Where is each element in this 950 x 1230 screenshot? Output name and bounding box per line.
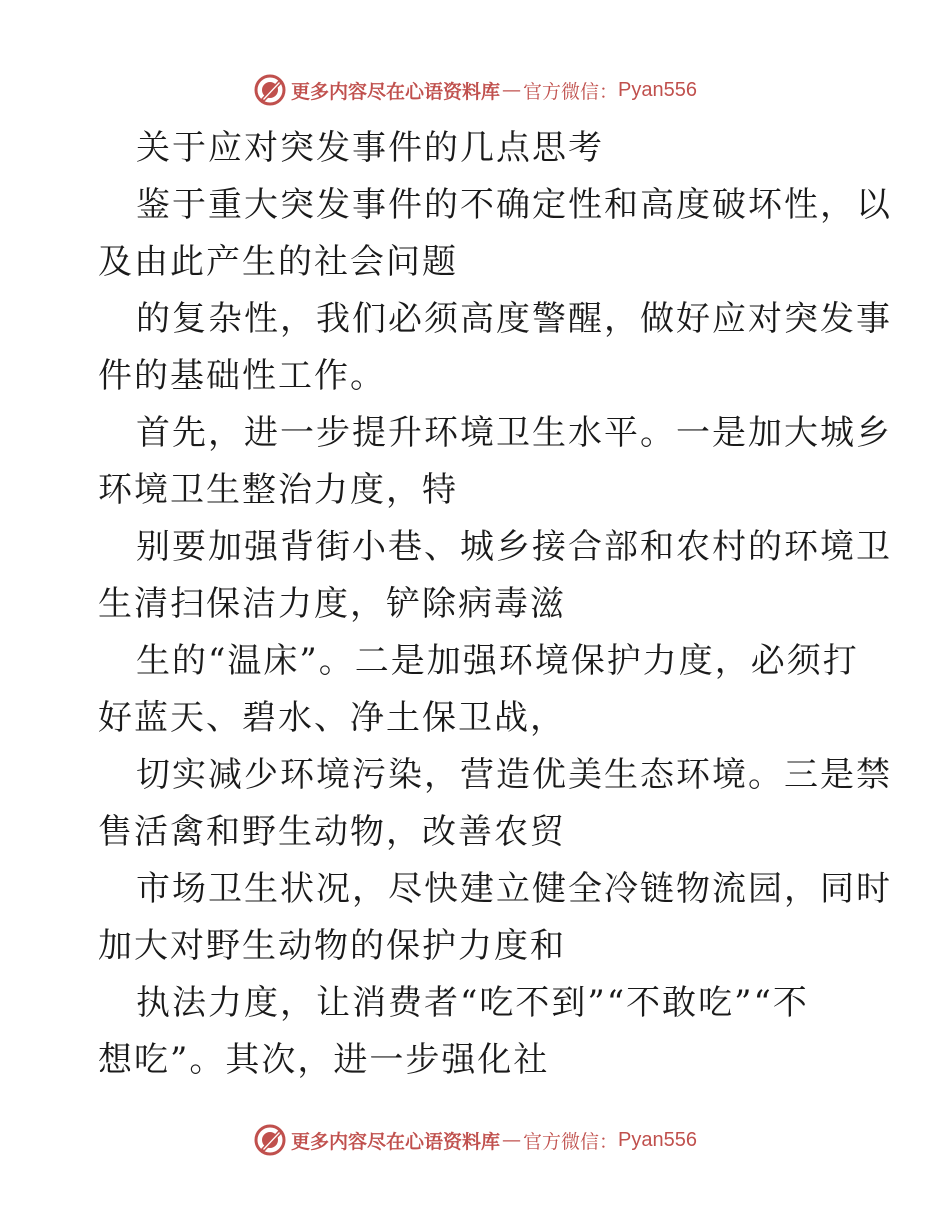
document-body — [98, 120, 892, 1089]
quill-logo-icon — [253, 73, 287, 107]
header-watermark-banner — [0, 70, 950, 110]
doc-line: 环境卫生整治力度，特 — [98, 470, 458, 510]
quill-logo-icon — [253, 1123, 287, 1157]
banner-main-text: 更多内容尽在心语资料库 — [291, 80, 501, 103]
doc-line: 别要加强背街小巷、城乡接合部和农村的环境卫 — [136, 527, 892, 567]
doc-line: 生的“温床”。二是加强环境保护力度，必须打 — [136, 641, 859, 681]
doc-line: 想吃”。其次，进一步强化社 — [98, 1040, 550, 1080]
doc-line: 件的基础性工作。 — [98, 356, 386, 396]
doc-line: 及由此产生的社会问题 — [98, 242, 458, 282]
banner-handle: Pyan556 — [618, 1128, 697, 1151]
doc-line: 市场卫生状况，尽快建立健全冷链物流园，同时 — [136, 869, 892, 909]
doc-line: 鉴于重大突发事件的不确定性和高度破坏性，以 — [136, 185, 892, 225]
doc-line: 切实减少环境污染，营造优美生态环境。三是禁 — [136, 755, 892, 795]
banner-dash: — — [502, 79, 522, 101]
doc-line: 关于应对突发事件的几点思考 — [136, 128, 604, 168]
doc-line: 加大对野生动物的保护力度和 — [98, 926, 566, 966]
doc-line: 生清扫保洁力度，铲除病毒滋 — [98, 584, 566, 624]
banner-official-label: 官方微信： — [523, 80, 619, 103]
doc-line: 售活禽和野生动物，改善农贸 — [98, 812, 566, 852]
banner-official-label: 官方微信： — [523, 1130, 619, 1153]
footer-watermark-banner — [0, 1120, 950, 1160]
banner-handle: Pyan556 — [618, 78, 697, 101]
doc-line: 首先，进一步提升环境卫生水平。一是加大城乡 — [136, 413, 892, 453]
banner-dash: — — [502, 1129, 522, 1151]
banner-main-text: 更多内容尽在心语资料库 — [291, 1130, 501, 1153]
doc-line: 执法力度，让消费者“吃不到”“不敢吃”“不 — [136, 983, 809, 1023]
doc-line: 的复杂性，我们必须高度警醒，做好应对突发事 — [136, 299, 892, 339]
doc-line: 好蓝天、碧水、净土保卫战， — [98, 698, 566, 738]
